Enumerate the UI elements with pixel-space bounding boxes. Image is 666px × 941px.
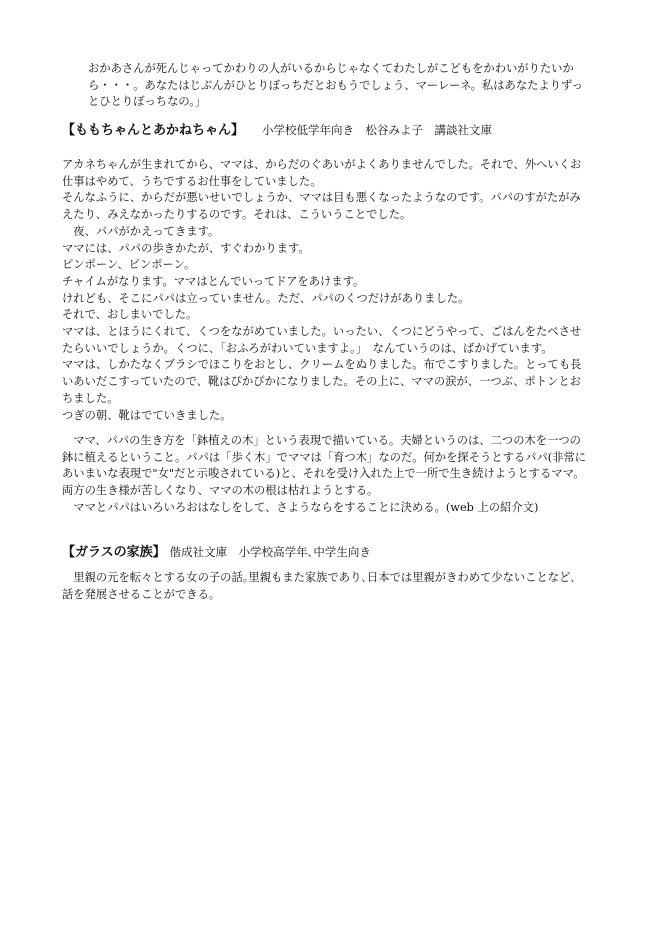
story-line: 夜、パパがかえってきます。 xyxy=(62,224,220,238)
story-line: いあいだこすっていたので、靴はぴかぴかになりました。その上に、ママの涙が、一つぶ、ポトンとお xyxy=(62,375,581,389)
story-line: アカネちゃんが生まれてから、ママは、からだのぐあいがよくありませんでした。それで、外へいくお xyxy=(62,158,582,171)
review-line: ママ、パパの生き方を「鉢植えの木」という表現で描いている。夫婦というのは、二つの木を一つの xyxy=(62,434,581,447)
story-excerpt xyxy=(62,157,614,424)
quote-line: とひとりぼっちなの。」 xyxy=(88,95,207,108)
quote-line: おかあさんが死んじゃってかわりの人がいるからじゃなくてわたしがこどもをかわいがりたいか xyxy=(88,62,574,75)
review-line: ママとパパはいろいろおはなしをして、さようならをすることに決める。(web 上の紹介文) xyxy=(62,500,539,514)
story-line: ママは、しかたなくブラシでほこりをおとし、クリームをぬりました。布でこすりました。とっても長 xyxy=(62,358,582,372)
story-line: チャイムがなります。ママはとんでいってドアをあけます。 xyxy=(62,274,365,288)
story-line: けれども、そこにパパは立っていません。ただ、パパのくつだけがありました。 xyxy=(62,291,470,305)
book-heading-glass-family xyxy=(62,543,371,562)
story-line: ママは、とほうにくれて、くつをながめていました。いったい、くつにどうやって、ごはんをたべさせ xyxy=(62,325,582,339)
story-line: えたり、みえなかったりするのです。それは、こういうことでした。 xyxy=(62,208,412,222)
book-title: 【ガラスの家族】 xyxy=(62,545,166,560)
glass-family-description xyxy=(62,570,614,603)
book-heading-momochan xyxy=(62,121,492,140)
description-line: 話を発展させることができる｡ xyxy=(62,587,215,601)
story-line: ちました。 xyxy=(62,391,119,405)
story-line: 仕事はやめて、うちでするお仕事をしていました。 xyxy=(62,174,322,188)
review-paragraph xyxy=(62,433,614,517)
book-title: 【ももちゃんとあかねちゃん】 xyxy=(62,123,245,138)
quote-line: ら・・・。あなたはじぶんがひとりぼっちだとおもうでしょう、マーレーネ。私はあなたよりずっ xyxy=(88,78,583,92)
story-line: そんなふうに、からだが悪いせいでしょうか、ママは目も悪くなったようなのです。パパのすがたがみ xyxy=(62,191,581,205)
story-line: つぎの朝、靴はでていきました。 xyxy=(62,408,232,422)
story-line: ママには、パパの歩きかたが、すぐわかります。 xyxy=(62,241,310,255)
book-meta: 偕成社文庫 小学校高学年､中学生向き xyxy=(169,545,371,559)
story-line: ピンポーン、ピンポーン。 xyxy=(62,258,196,272)
review-line: 鉢に植えるということ。パパは「歩く木」でママは「育つ木」なのだ。何かを探そうとするパパ(非常に xyxy=(62,450,587,464)
description-line: 里親の元を転々とする女の子の話｡里親もまた家族であり､日本では里親がきわめて少ないことなど､ xyxy=(62,571,577,584)
book-meta: 小学校低学年向き 松谷みよ子 講談社文庫 xyxy=(262,123,493,137)
story-line: それで、おしまいでした。 xyxy=(62,308,198,322)
quote-block xyxy=(88,61,608,111)
story-line: たらいいでしょうか。くつに、「おふろがわいていますよ。」 なんていうのは、ばかげています。 xyxy=(62,341,553,355)
review-line: あいまいな表現で"女"だと示唆されている)と、それを受け入れた上で一所で生き続けようとするママ。 xyxy=(62,467,585,481)
review-line: 両方の生き様が苦しくなり、ママの木の根は枯れようとする。 xyxy=(62,484,379,498)
